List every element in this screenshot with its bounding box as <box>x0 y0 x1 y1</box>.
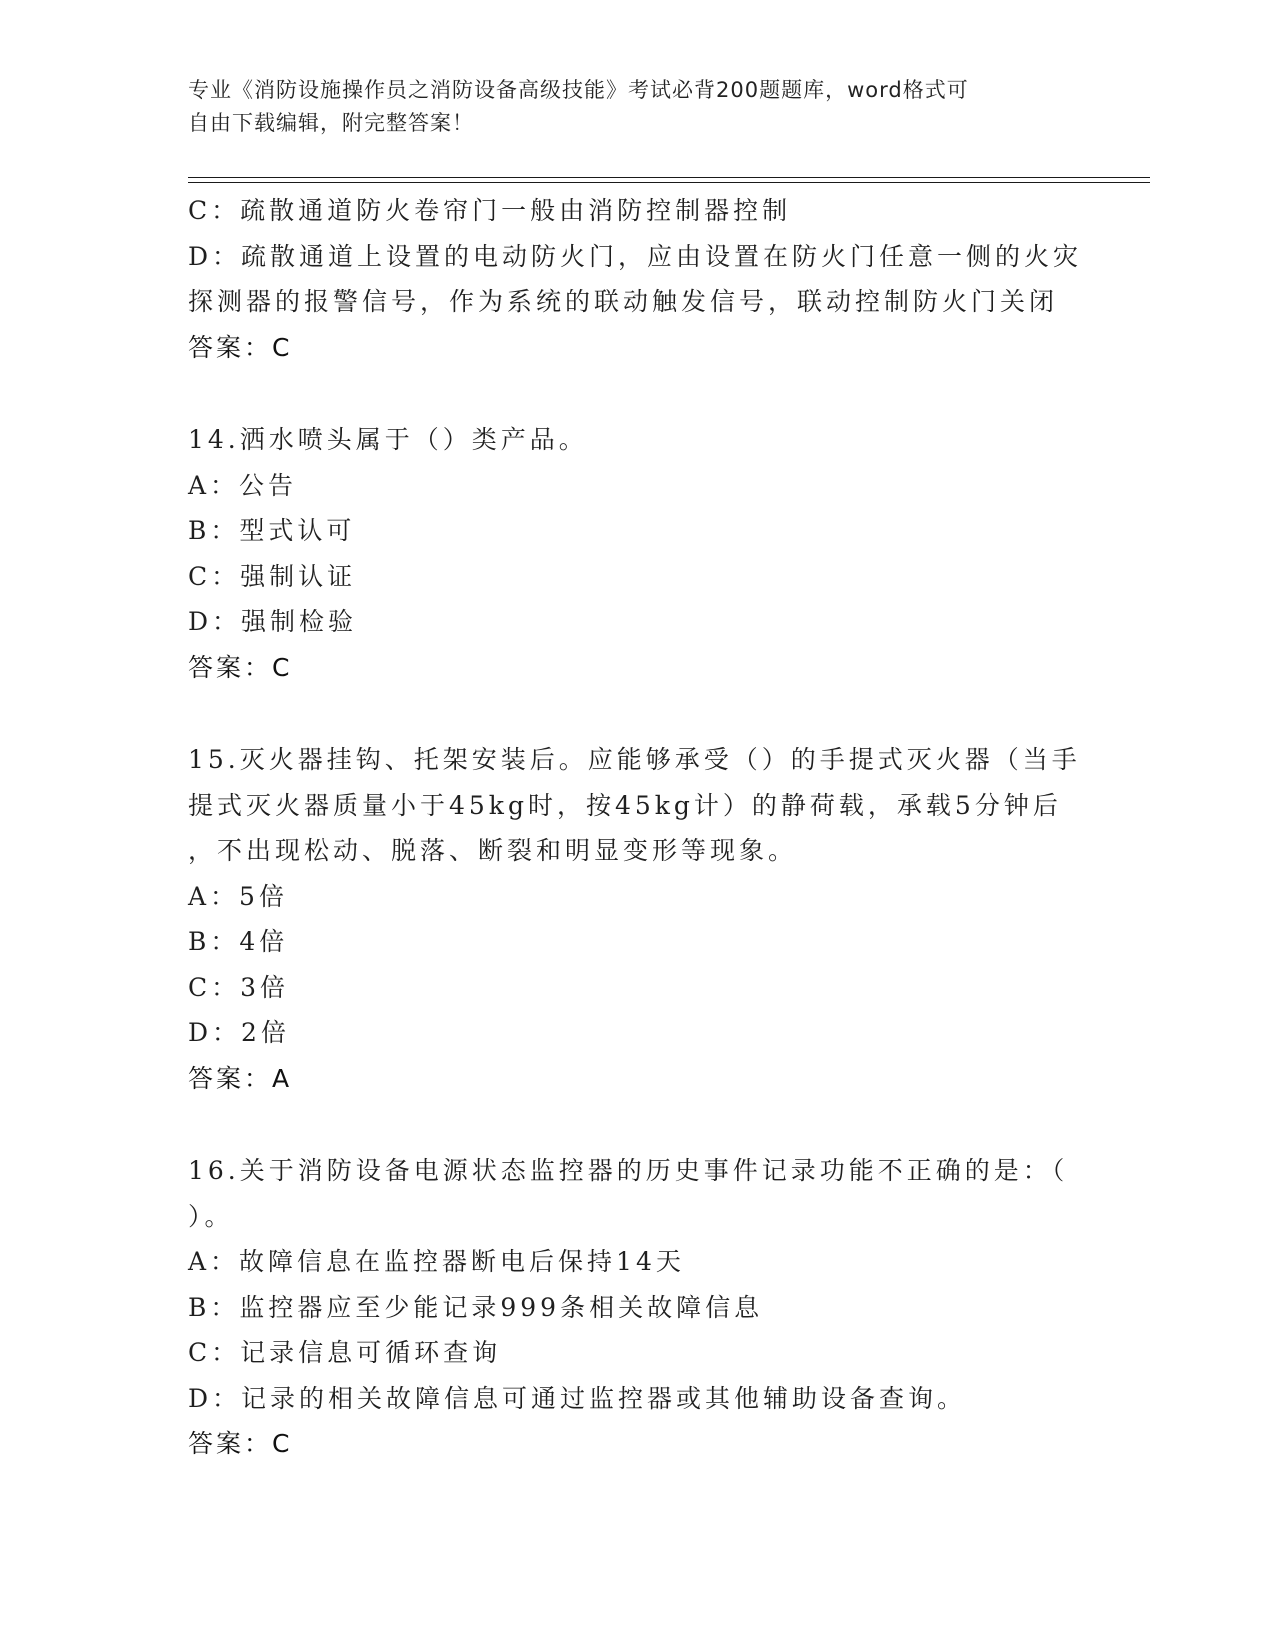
question-stem: 15.灭火器挂钩、托架安装后。应能够承受（）的手提式灭火器（当手 <box>188 745 1081 774</box>
answer: 答案：C <box>188 652 293 682</box>
question-13-tail <box>188 188 1088 370</box>
option-b: B：监控器应至少能记录999条相关故障信息 <box>188 1292 764 1322</box>
question-14 <box>188 417 1088 690</box>
question-stem: 16.关于消防设备电源状态监控器的历史事件记录功能不正确的是：（ <box>188 1156 1069 1185</box>
question-stem: 14.洒水喷头属于（）类产品。 <box>188 425 588 454</box>
spacer <box>188 690 1088 737</box>
spacer <box>188 370 1088 417</box>
option-d-continued: 探测器的报警信号，作为系统的联动触发信号，联动控制防火门关闭 <box>188 287 1059 316</box>
question-15 <box>188 737 1088 1101</box>
option-a: A：5倍 <box>188 881 288 911</box>
option-d: D：记录的相关故障信息可通过监控器或其他辅助设备查询。 <box>188 1383 967 1413</box>
header-divider-top <box>188 177 1150 178</box>
document-body <box>188 188 1088 1467</box>
answer: 答案：C <box>188 332 293 362</box>
option-c: C：记录信息可循环查询 <box>188 1338 502 1367</box>
option-c: C：3倍 <box>188 972 290 1002</box>
document-header <box>188 74 1068 140</box>
option-c: C：强制认证 <box>188 561 357 591</box>
spacer <box>188 1101 1088 1148</box>
option-d: D：疏散通道上设置的电动防火门，应由设置在防火门任意一侧的火灾 <box>188 241 1083 271</box>
header-line-2: 自由下载编辑，附完整答案！ <box>188 111 474 135</box>
question-16 <box>188 1148 1088 1467</box>
answer: 答案：A <box>188 1063 293 1093</box>
option-b: B：型式认可 <box>188 516 356 545</box>
option-a: A：故障信息在监控器断电后保持14天 <box>188 1247 685 1276</box>
header-divider-bottom <box>188 182 1150 183</box>
option-d: D：强制检验 <box>188 607 358 636</box>
option-a: A：公告 <box>188 470 298 500</box>
question-stem-continued: ）。 <box>188 1201 234 1231</box>
option-b: B：4倍 <box>188 927 289 956</box>
question-stem-continued: ，不出现松动、脱落、断裂和明显变形等现象。 <box>188 836 798 865</box>
option-c: C：疏散通道防火卷帘门一般由消防控制器控制 <box>188 196 792 225</box>
question-stem-continued: 提式灭火器质量小于45kg时，按45kg计）的静荷载，承载5分钟后 <box>188 790 1062 820</box>
header-line-1: 专业《消防设施操作员之消防设备高级技能》考试必背200题题库，word格式可 <box>188 78 969 102</box>
answer: 答案：C <box>188 1429 293 1458</box>
option-d: D：2倍 <box>188 1018 290 1047</box>
